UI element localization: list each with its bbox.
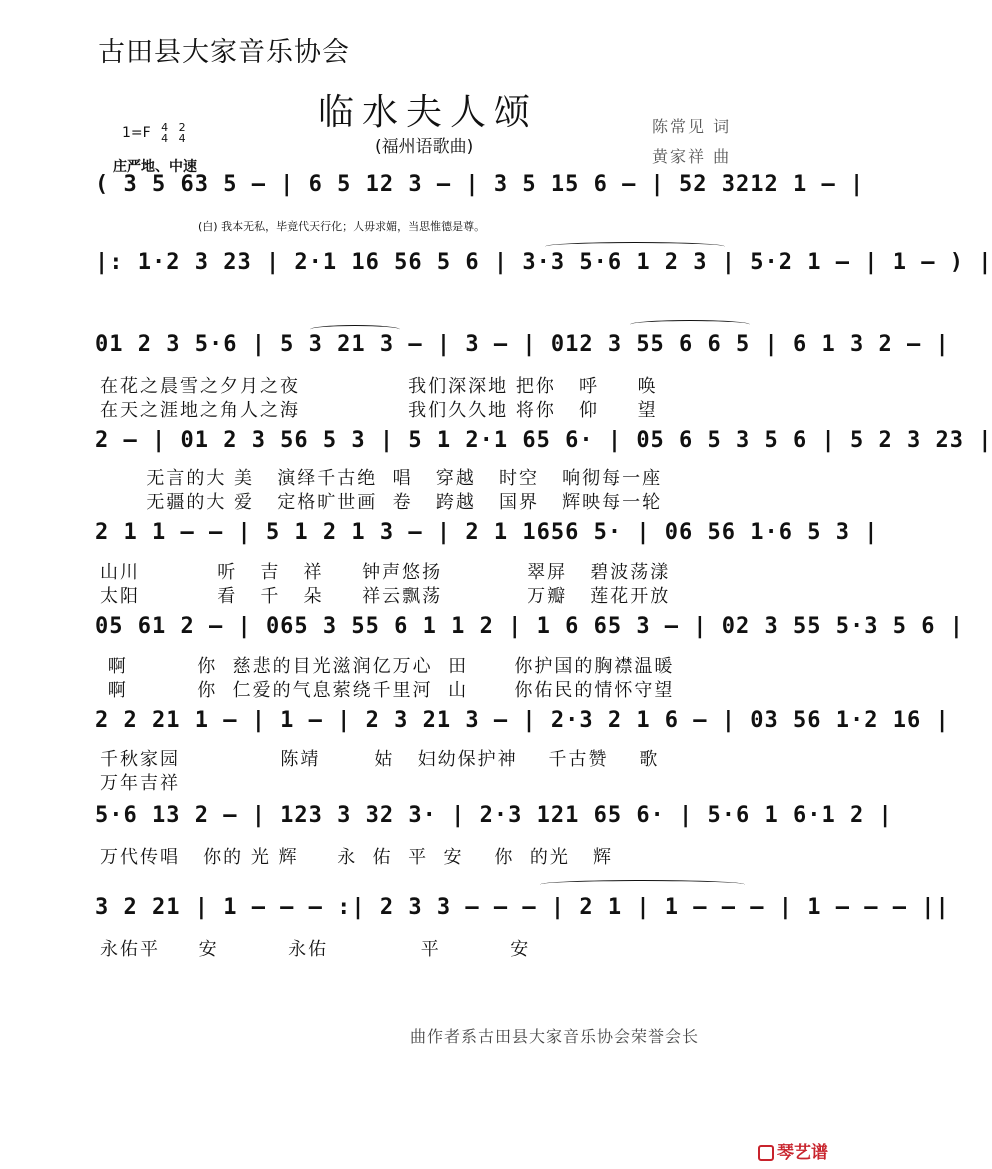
notation-row-5: 2 2 21 1 – | 1 – | 2 3 21 3 – | 2·3 2 1 6 – | 03 56 1·2 16 | — [95, 708, 950, 733]
notation-row-7: 3 2 21 | 1 – – – :| 2 3 3 – – – | 2 1 | 1 – – – | 1 – – – || — [95, 895, 950, 920]
lyrics-row-2a: 无言的大 美 演绎千古绝 唱 穿越 时空 响彻每一座 — [100, 468, 663, 489]
lyrics-row-5a: 千秋家园 陈靖 姑 妇幼保护神 千古赞 歌 — [100, 749, 660, 770]
lyrics-row-4a: 啊 你 慈悲的目光滋润亿万心 田 你护国的胸襟温暖 — [100, 656, 675, 677]
lyrics-row-1b: 在天之涯地之角人之海 我们久久地 将你 仰 望 — [100, 400, 658, 421]
organization-header: 古田县大家音乐协会 — [98, 37, 350, 68]
brand-logo-icon — [758, 1145, 774, 1161]
watermark: 琴艺谱 — [758, 1138, 828, 1163]
notation-row-3: 2 1 1 – – | 5 1 2 1 3 – | 2 1 1656 5· | 06 56 1·6 5 3 | — [95, 520, 879, 545]
tie-arc — [540, 880, 745, 889]
notation-row-4: 05 61 2 – | 065 3 55 6 1 1 2 | 1 6 65 3 – | 02 3 55 5·3 5 6 | — [95, 614, 964, 639]
tie-arc — [310, 325, 400, 334]
composer-credit: 黄家祥 曲 — [652, 147, 732, 166]
tempo-marking: 庄严地、中速 — [113, 159, 197, 175]
key-label: 1=F — [122, 125, 151, 141]
lyrics-row-7a: 永佑平 安 永佑 平 安 — [100, 939, 531, 960]
lyricist-credit: 陈常见 词 — [652, 117, 732, 136]
tie-arc — [545, 242, 725, 251]
lyrics-row-6a: 万代传唱 你的 光 辉 永 佑 平 安 你 的光 辉 — [100, 847, 614, 868]
time-signature-2-4: 2 4 — [178, 121, 186, 145]
lyrics-row-3a: 山川 听 吉 祥 钟声悠扬 翠屏 碧波荡漾 — [100, 562, 671, 583]
lyrics-row-3b: 太阳 看 千 朵 祥云飘荡 万瓣 莲花开放 — [100, 586, 671, 607]
notation-row-intro: ( 3 5 63 5 – | 6 5 12 3 – | 3 5 15 6 – | 52 3212 1 – | — [95, 172, 865, 197]
lyrics-row-5b: 万年吉祥 — [100, 773, 180, 794]
notation-row-intro-2: |: 1·2 3 23 | 2·1 16 56 5 6 | 3·3 5·6 1 2 3 | 5·2 1 – | 1 – ) | — [95, 250, 992, 275]
key-signature — [122, 122, 186, 144]
time-signature-4-4: 4 4 — [161, 121, 169, 145]
notation-row-2: 2 – | 01 2 3 56 5 3 | 5 1 2·1 65 6· | 05 6 5 3 5 6 | 5 2 3 23 | — [95, 428, 992, 453]
lyrics-row-1a: 在花之晨雪之夕月之夜 我们深深地 把你 呼 唤 — [100, 376, 658, 397]
tie-arc — [630, 320, 750, 329]
page-title: 临水夫人颂 — [318, 92, 539, 133]
spoken-line: (白) 我本无私，毕竟代天行化；人毋求媚，当思惟德是尊。 — [198, 220, 486, 233]
notation-row-6: 5·6 13 2 – | 123 3 32 3· | 2·3 121 65 6· | 5·6 1 6·1 2 | — [95, 803, 893, 828]
lyrics-row-2b: 无疆的大 爱 定格旷世画 卷 跨越 国界 辉映每一轮 — [100, 492, 663, 513]
subtitle: (福州语歌曲) — [375, 137, 474, 157]
lyrics-row-4b: 啊 你 仁爱的气息萦绕千里河 山 你佑民的情怀守望 — [100, 680, 675, 701]
notation-row-1: 01 2 3 5·6 | 5 3 21 3 – | 3 – | 012 3 55 6 6 5 | 6 1 3 2 – | — [95, 332, 950, 357]
composer-note: 曲作者系古田县大家音乐协会荣誉会长 — [410, 1027, 700, 1046]
